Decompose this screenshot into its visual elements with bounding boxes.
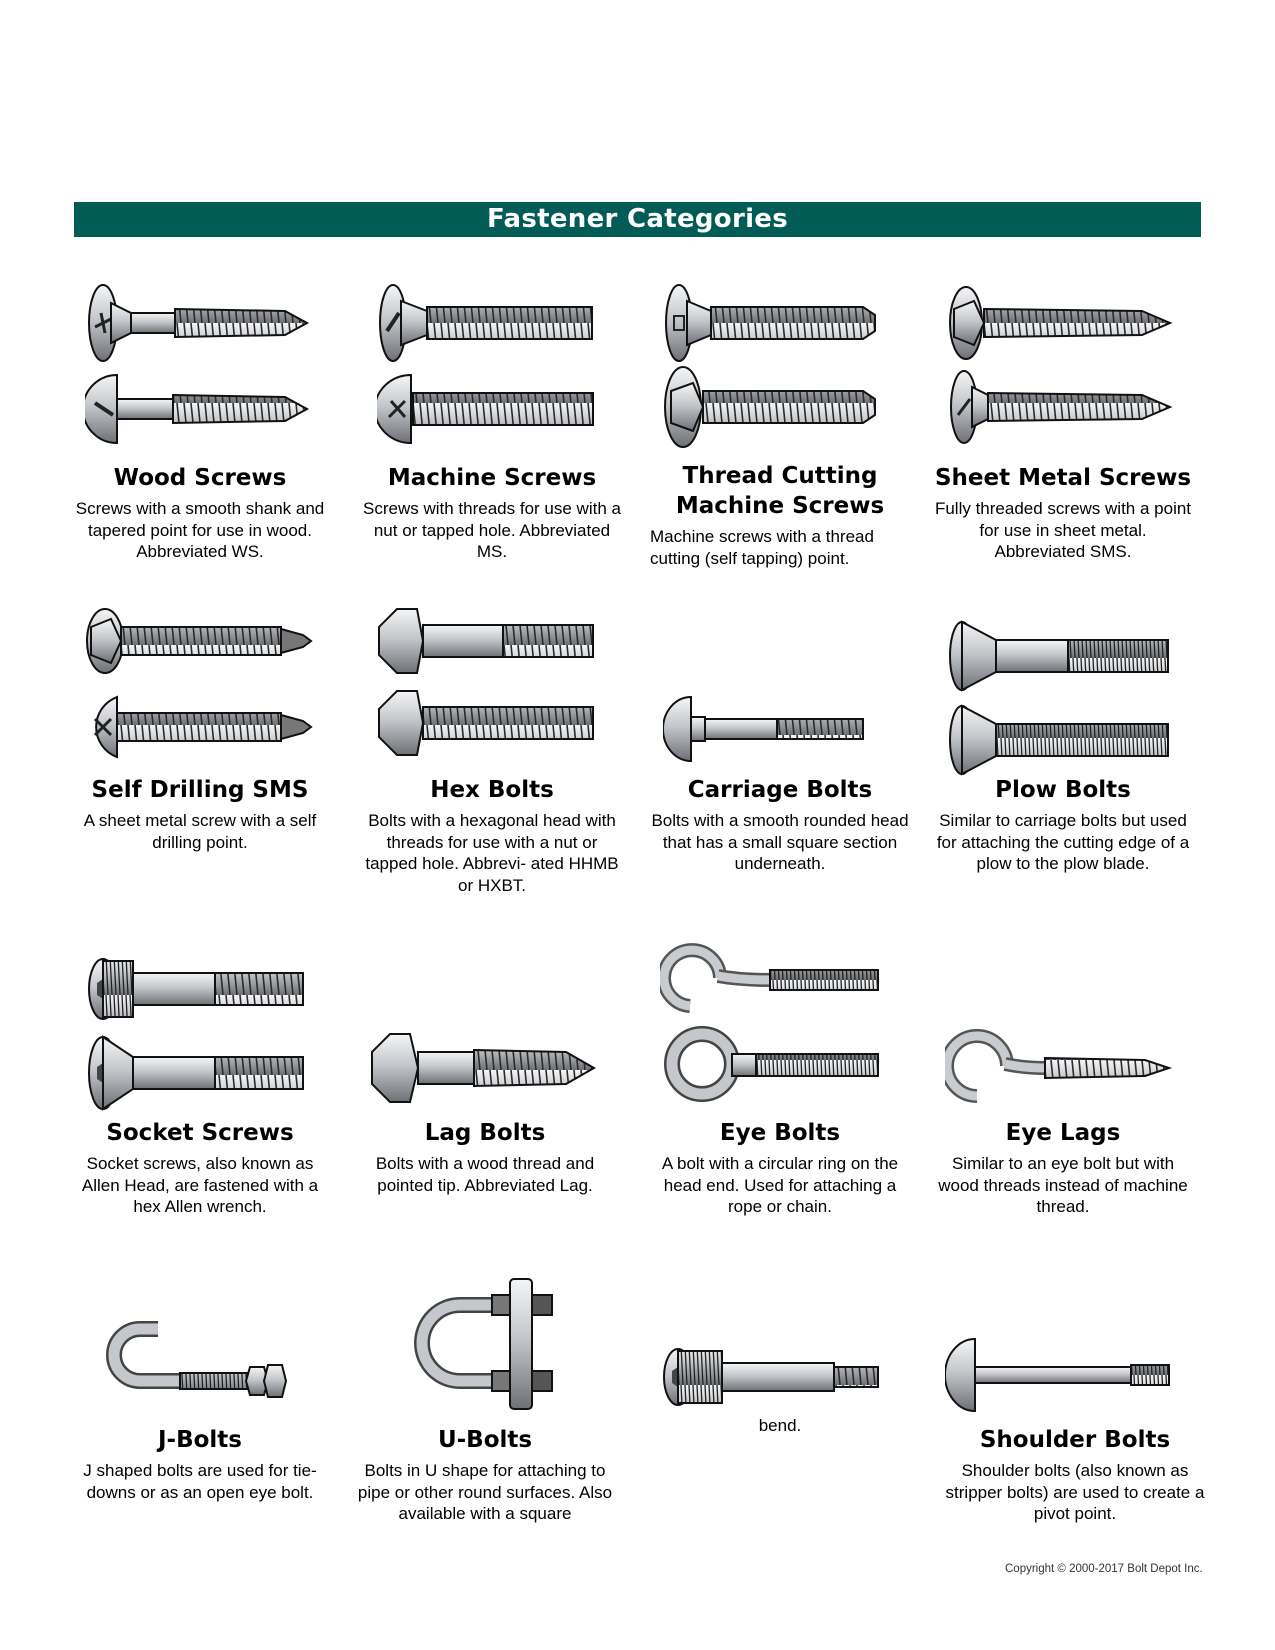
- plow-bolts-title: Plow Bolts: [995, 777, 1131, 803]
- wood-screws-illustration: [85, 283, 355, 448]
- carriage-bolts-illustration: [663, 695, 933, 765]
- machine-screws-description: Screws with threads for use with a nut or tapped hole. Abbreviated MS.: [363, 499, 621, 561]
- lag-bolts-illustration: [370, 1030, 640, 1110]
- copyright-notice: Copyright © 2000-2017 Bolt Depot Inc.: [1005, 1563, 1203, 1575]
- u-bolts-illustration: [410, 1275, 680, 1415]
- carriage-bolt: [663, 697, 863, 761]
- j-bolts-illustration: [100, 1315, 370, 1415]
- lag-bolt: [372, 1034, 594, 1102]
- self-drilling-sms-illustration: [85, 605, 355, 765]
- hex-self-drilling-screw: [87, 609, 311, 673]
- column3-row4-text: bend.: [758, 1416, 802, 1435]
- j-bolt: [114, 1329, 286, 1397]
- sheet-metal-screws-description: Fully threaded screws with a point for use in sheet metal. Abbreviated SMS.: [934, 499, 1192, 561]
- u-bolt: [422, 1279, 552, 1409]
- eye-lags-title: Eye Lags: [1005, 1120, 1121, 1146]
- u-bolts-title: U-Bolts: [437, 1427, 533, 1453]
- wood-screws-title: Wood Screws: [113, 465, 287, 491]
- socket-screws-illustration: [85, 955, 355, 1115]
- shoulder-bolts-description: Shoulder bolts (also known as stripper bolts) are used to create a pivot point.: [945, 1461, 1205, 1523]
- flat-head-wood-screw: [89, 285, 307, 361]
- machine-screws-title: Machine Screws: [387, 465, 597, 491]
- pan-head-machine-screw: [377, 375, 593, 443]
- hex-bolts-title: Hex Bolts: [430, 777, 554, 803]
- shoulder-socket-bolt: [664, 1349, 878, 1405]
- open-eye-bolt: [664, 950, 878, 1006]
- thread-cutting-description: Machine screws with a thread cutting (self tapping) point.: [650, 527, 874, 568]
- eye-lags-illustration: [945, 1020, 1215, 1110]
- eye-lag-screw: [947, 1036, 1169, 1096]
- socket-screws-title: Socket Screws: [106, 1120, 294, 1146]
- eye-lags-description: Similar to an eye bolt but with wood threads instead of machine thread.: [938, 1154, 1188, 1216]
- eye-bolts-illustration: [660, 940, 930, 1105]
- j-bolts-title: J-Bolts: [157, 1427, 242, 1453]
- thread-cutting-screws-illustration: [663, 283, 933, 448]
- forged-eye-bolt: [672, 1034, 878, 1094]
- long-shoulder-bolt: [945, 1339, 1169, 1411]
- hex-washer-thread-cutting-screw: [665, 367, 875, 447]
- plow-bolts-description: Similar to carriage bolts but used for attaching the cutting edge of a plow to the plow blade.: [936, 811, 1190, 873]
- plow-bolt-partial-thread: [950, 622, 1168, 690]
- hex-washer-sheet-metal-screw: [950, 287, 1170, 359]
- lag-bolts-description: Bolts with a wood thread and pointed tip. Abbreviated Lag.: [375, 1154, 595, 1195]
- oval-head-sheet-metal-screw: [951, 371, 1170, 443]
- u-bolts-description: Bolts in U shape for attaching to pipe or other round surfaces. Also available with a square: [357, 1461, 613, 1523]
- j-bolts-description: J shaped bolts are used for tie-downs or as an open eye bolt.: [83, 1461, 317, 1502]
- partially-threaded-hex-bolt: [379, 609, 593, 673]
- hex-bolts-description: Bolts with a hexagonal head with threads for use with a nut or tapped hole. Abbrevi- ated HHMB or HXBT.: [365, 811, 619, 895]
- machine-screws-illustration: [377, 283, 647, 448]
- thread-cutting-title-line1: Thread Cutting: [682, 463, 878, 489]
- fully-threaded-hex-bolt: [379, 691, 593, 755]
- phillips-self-drilling-screw: [95, 697, 311, 757]
- lag-bolts-title: Lag Bolts: [424, 1120, 546, 1146]
- socket-cap-screw: [89, 959, 303, 1019]
- socket-screws-description: Socket screws, also known as Allen Head, are fastened with a hex Allen wrench.: [81, 1154, 319, 1216]
- eye-bolts-title: Eye Bolts: [719, 1120, 841, 1146]
- flat-socket-screw: [89, 1037, 303, 1109]
- round-head-wood-screw: [85, 375, 307, 443]
- self-drilling-sms-title: Self Drilling SMS: [91, 777, 309, 803]
- eye-bolts-description: A bolt with a circular ring on the head end. Used for attaching a rope or chain.: [661, 1154, 899, 1216]
- flat-head-machine-screw: [380, 285, 592, 361]
- sheet-metal-screws-title: Sheet Metal Screws: [934, 465, 1192, 491]
- self-drilling-sms-description: A sheet metal screw with a self drilling point.: [83, 811, 317, 852]
- page-banner: Fastener Categories: [74, 202, 1201, 237]
- thread-cutting-title-line2: Machine Screws: [675, 493, 885, 519]
- plow-bolts-illustration: [948, 618, 1218, 778]
- wood-screws-description: Screws with a smooth shank and tapered point for use in wood. Abbreviated WS.: [75, 499, 325, 561]
- plow-bolt-full-thread: [950, 706, 1168, 774]
- shoulder-bolts-title: Shoulder Bolts: [979, 1427, 1171, 1453]
- sheet-metal-screws-illustration: [948, 283, 1218, 448]
- shoulder-bolts-illustration: [945, 1335, 1215, 1415]
- flat-head-thread-cutting-screw: [666, 285, 875, 361]
- carriage-bolts-description: Bolts with a smooth rounded head that has a small square section underneath.: [651, 811, 909, 873]
- hex-bolts-illustration: [377, 605, 647, 765]
- carriage-bolts-title: Carriage Bolts: [687, 777, 873, 803]
- shoulder-socket-bolt-illustration: [660, 1345, 930, 1415]
